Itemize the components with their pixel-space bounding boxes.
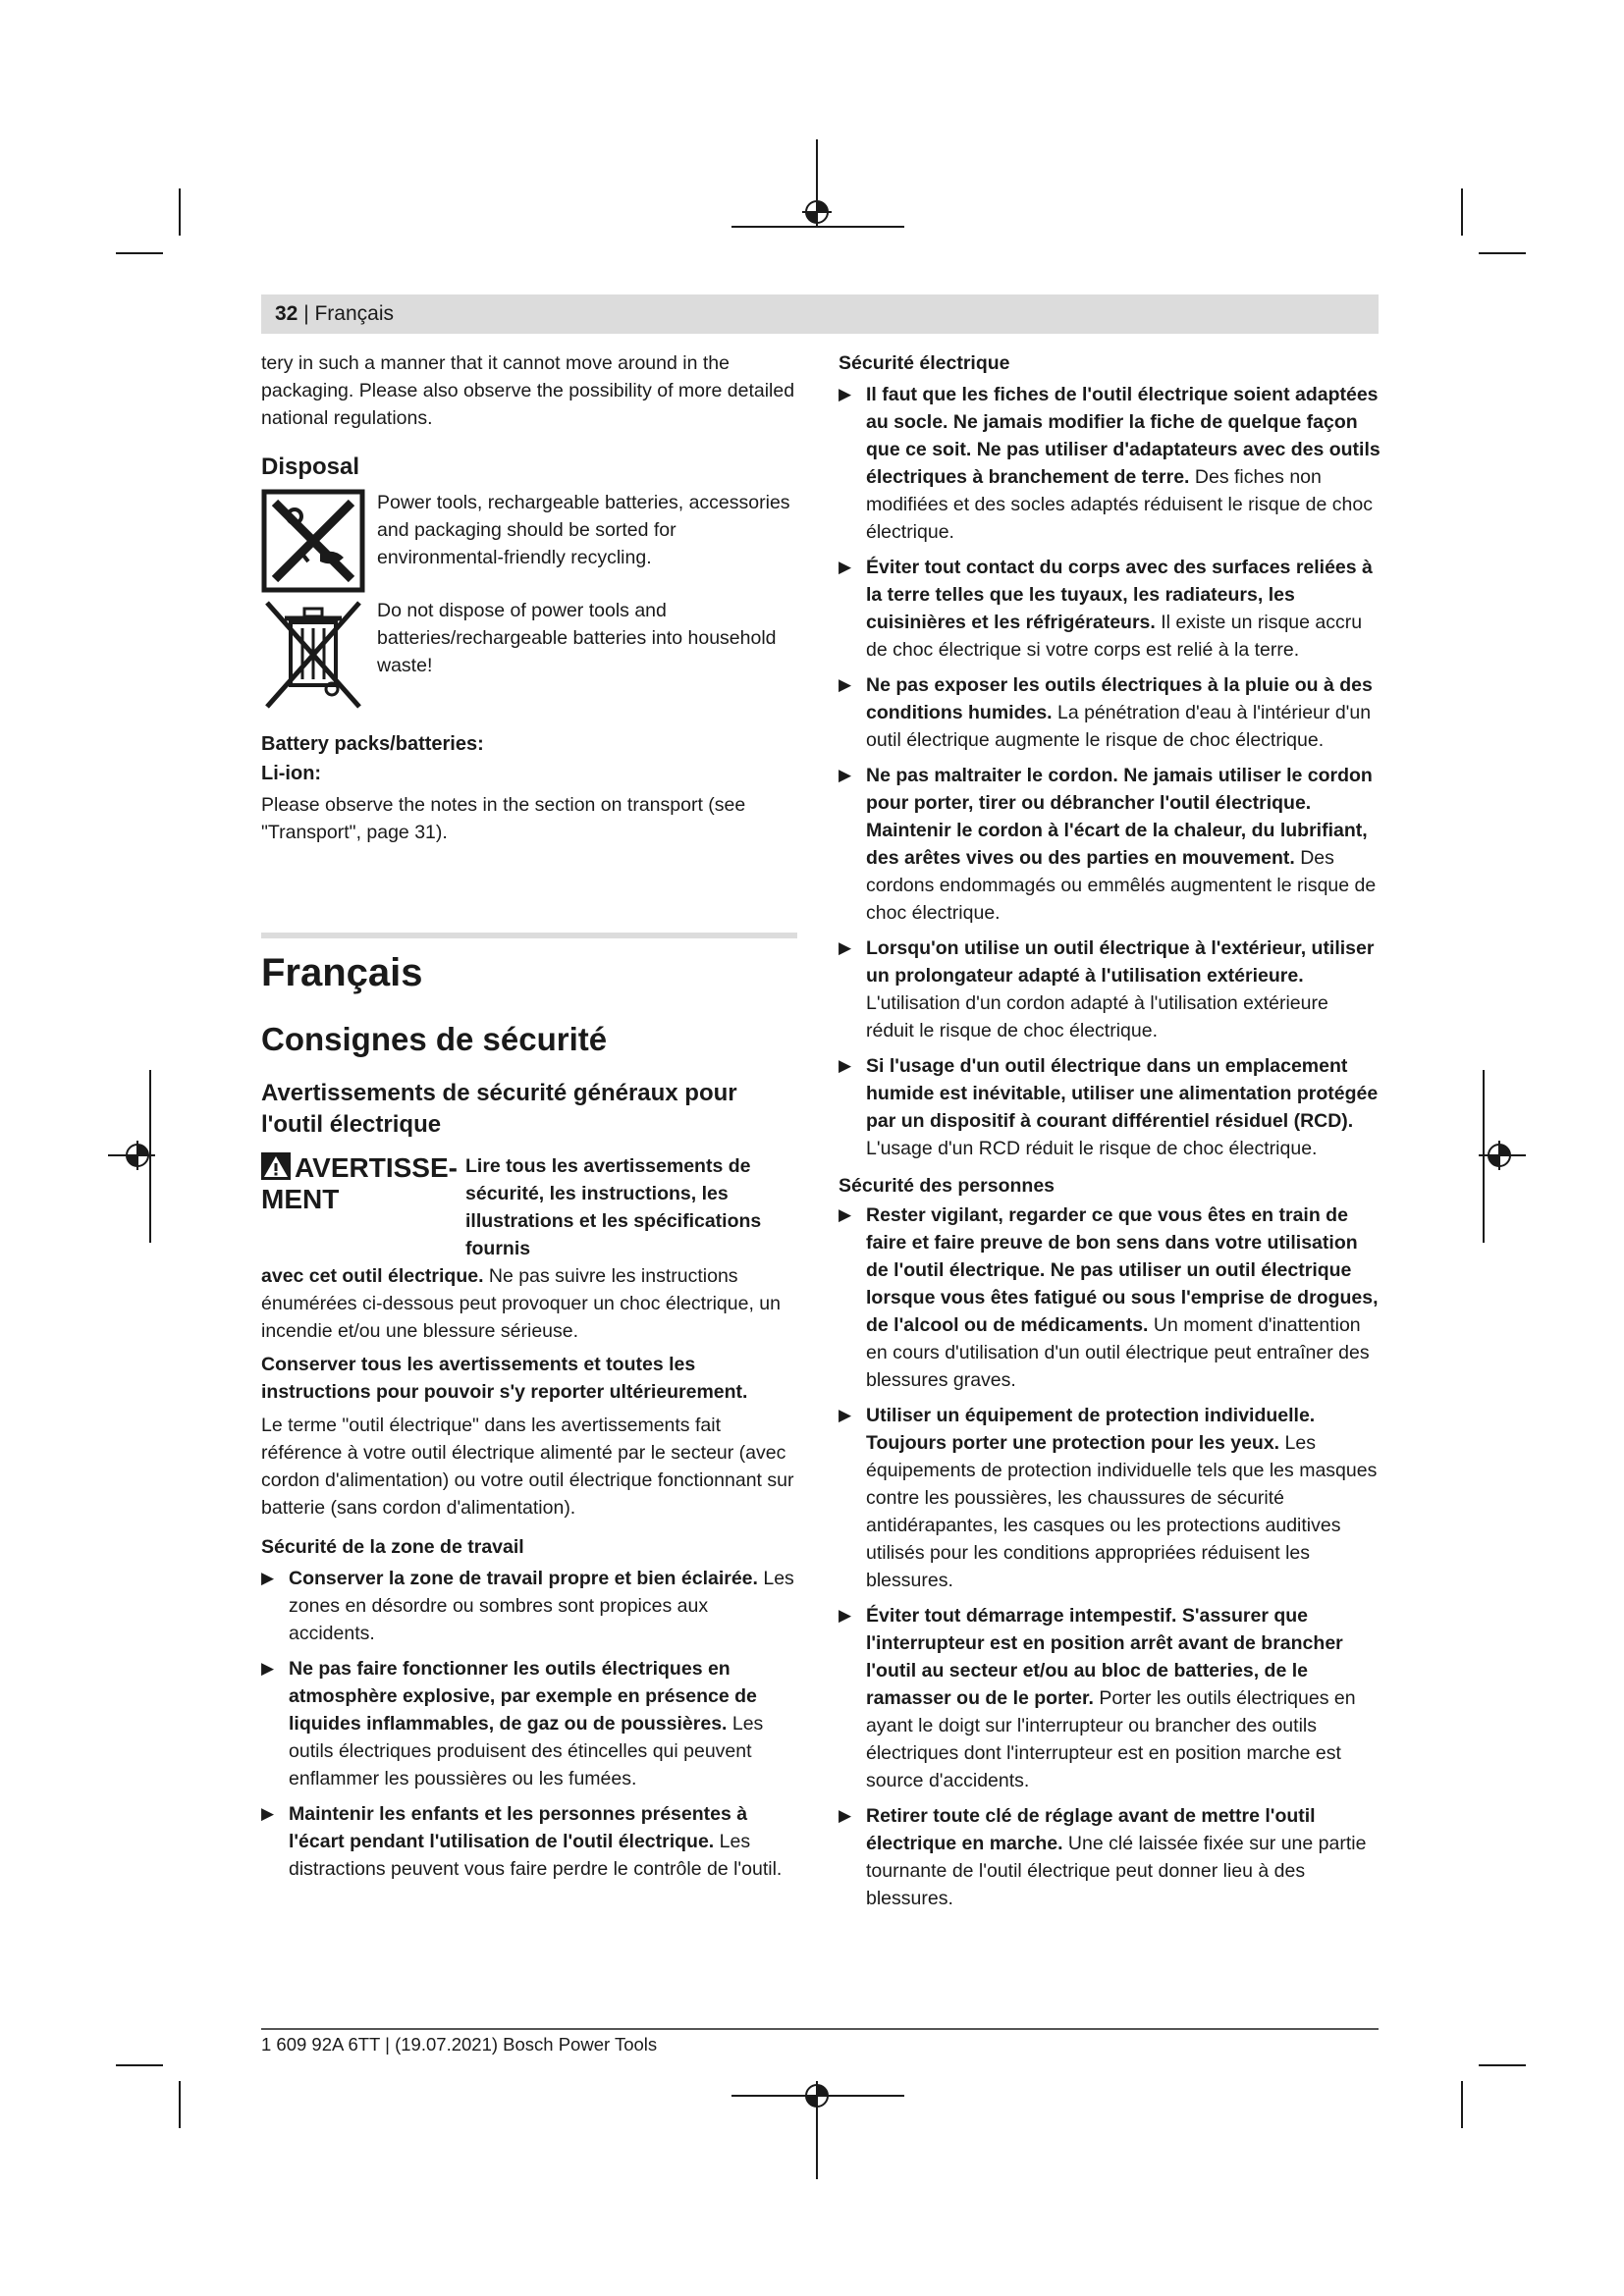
warning-continuation: avec cet outil électrique. Ne pas suivre les instructions énumérées ci-dessous peut provoquer un choc électrique, un incendie et/ou une blessure sérieuse. xyxy=(261,1265,781,1342)
warning-bold-text: Lire tous les avertissements de sécurité, les instructions, les illustrations et les spécifications fournis xyxy=(465,1155,762,1259)
crop-mark xyxy=(1479,252,1526,254)
crop-mark xyxy=(1461,188,1463,236)
bullet-arrow-icon: ▶ xyxy=(839,1806,852,1825)
bullet-arrow-icon: ▶ xyxy=(839,1205,852,1224)
bullet-arrow-icon: ▶ xyxy=(839,558,852,576)
list-item: ▶ Ne pas faire fonctionner les outils électriques en atmosphère explosive, par exemple en présence de liquides inflammables, de gaz ou de poussières. Les outils électriques produisent des étincelles qui peuvent enflammer les poussières ou les fumées. xyxy=(261,1655,797,1792)
avertissements-heading: Avertissements de sécurité généraux pour l'outil électrique xyxy=(261,1080,737,1138)
page-number: 32 | Français xyxy=(275,302,395,325)
disposal-text-2: Do not dispose of power tools and batteries/rechargeable batteries into household waste! xyxy=(377,600,777,676)
warning-block xyxy=(261,1152,797,1262)
crop-mark xyxy=(179,188,181,236)
zone-heading: Sécurité de la zone de travail xyxy=(261,1536,524,1558)
consignes-title: Consignes de sécurité xyxy=(261,1021,608,1057)
registration-mark-icon xyxy=(802,197,832,227)
left-column xyxy=(261,349,797,1883)
elec-heading: Sécurité électrique xyxy=(839,352,1010,374)
right-column xyxy=(839,349,1380,1912)
footer-rule xyxy=(261,2028,1379,2030)
zone-list xyxy=(261,1565,797,1883)
pers-list xyxy=(839,1201,1380,1912)
header-language: Français xyxy=(314,302,395,325)
list-item: ▶ Utiliser un équipement de protection individuelle. Toujours porter une protection pour les yeux. Les équipements de protection individuelle tels que les masques contre les poussières, les chaussures de sécurité antidérapantes, les casques ou les protections auditives utilisés pour les conditions appropriées réduisent les blessures. xyxy=(839,1402,1380,1594)
battery-heading: Battery packs/batteries: xyxy=(261,733,484,755)
intro-text: tery in such a manner that it cannot move around in the packaging. Please also observe the possibility of more detailed national regulations. xyxy=(261,352,795,429)
crop-mark xyxy=(116,2064,163,2066)
crossed-bin-icon xyxy=(261,597,365,715)
list-item: ▶ Lorsqu'on utilise un outil électrique à l'extérieur, utiliser un prolongateur adapté à l'utilisation extérieure. L'utilisation d'un cordon adapté à l'utilisation extérieure réduit le risque de choc électrique. xyxy=(839,934,1380,1044)
list-item: ▶ Conserver la zone de travail propre et bien éclairée. Les zones en désordre ou sombres sont propices aux accidents. xyxy=(261,1565,797,1647)
crop-mark xyxy=(179,2081,181,2128)
battery-text: Please observe the notes in the section on transport (see "Transport", page 31). xyxy=(261,794,746,843)
registration-mark-icon xyxy=(1485,1141,1514,1170)
elec-list xyxy=(839,381,1380,1162)
page-header xyxy=(261,294,1379,334)
list-item: ▶ Éviter tout démarrage intempestif. S'assurer que l'interrupteur est en position arrêt avant de brancher l'outil au secteur et/ou au bloc de batteries, de le ramasser ou de le porter. Porter les outils électriques en ayant le doigt sur l'interrupteur ou brancher des outils électriques dont l'interrupteur est en position marche est source d'accidents. xyxy=(839,1602,1380,1794)
bullet-arrow-icon: ▶ xyxy=(839,385,852,403)
list-item: ▶ Éviter tout contact du corps avec des surfaces reliées à la terre telles que les tuyaux, les radiateurs, les cuisinières et les réfrigérateurs. Il existe un risque accru de choc électrique si votre corps est relié à la terre. xyxy=(839,554,1380,664)
bullet-arrow-icon: ▶ xyxy=(261,1804,275,1823)
francais-title: Français xyxy=(261,951,423,994)
disposal-text-1: Power tools, rechargeable batteries, accessories and packaging should be sorted for environmental-friendly recycling. xyxy=(377,492,790,568)
disposal-row-2 xyxy=(261,597,797,715)
conserver-text: Conserver tous les avertissements et toutes les instructions pour pouvoir s'y reporter ultérieurement. xyxy=(261,1354,748,1403)
footer-text: 1 609 92A 6TT | (19.07.2021) Bosch Power Tools xyxy=(261,2034,658,2055)
bullet-arrow-icon: ▶ xyxy=(839,675,852,694)
list-item: ▶ Ne pas exposer les outils électriques à la pluie ou à des conditions humides. La pénétration d'eau à l'intérieur d'un outil électrique augmente le risque de choc électrique. xyxy=(839,671,1380,754)
battery-subheading: Li-ion: xyxy=(261,763,322,784)
bullet-arrow-icon: ▶ xyxy=(839,1056,852,1075)
crop-mark xyxy=(116,252,163,254)
list-item: ▶ Si l'usage d'un outil électrique dans un emplacement humide est inévitable, utiliser une alimentation protégée par un dispositif à courant différentiel résiduel (RCD). L'usage d'un RCD réduit le risque de choc électrique. xyxy=(839,1052,1380,1162)
terme-text: Le terme "outil électrique" dans les avertissements fait référence à votre outil électrique alimenté par le secteur (avec cordon d'alimentation) ou votre outil électrique fonctionnant sur batterie (sans cordon d'alimentation). xyxy=(261,1415,794,1519)
section-rule xyxy=(261,933,797,938)
list-item: ▶ Ne pas maltraiter le cordon. Ne jamais utiliser le cordon pour porter, tirer ou débrancher l'outil électrique. Maintenir le cordon à l'écart de la chaleur, du lubrifiant, des arêtes vives ou des parties en mouvement. Des cordons endommagés ou emmêlés augmentent le risque de choc électrique. xyxy=(839,762,1380,927)
warning-triangle-icon xyxy=(261,1152,291,1180)
list-item: ▶ Retirer toute clé de réglage avant de mettre l'outil électrique en marche. Une clé laissée fixée sur une partie tournante de l'outil électrique peut donner lieu à des blessures. xyxy=(839,1802,1380,1912)
registration-mark-icon xyxy=(802,2081,832,2110)
disposal-row-1 xyxy=(261,489,797,593)
bullet-arrow-icon: ▶ xyxy=(839,938,852,957)
list-item: ▶ Maintenir les enfants et les personnes présentes à l'écart pendant l'utilisation de l'outil électrique. Les distractions peuvent vous faire perdre le contrôle de l'outil. xyxy=(261,1800,797,1883)
list-item: ▶ Il faut que les fiches de l'outil électrique soient adaptées au socle. Ne jamais modifier la fiche de quelque façon que ce soit. Ne pas utiliser d'adaptateurs avec des outils électriques à branchement de terre. Des fiches non modifiées et des socles adaptés réduisent le risque de choc électrique. xyxy=(839,381,1380,546)
crop-mark xyxy=(1479,2064,1526,2066)
crop-mark xyxy=(1461,2081,1463,2128)
bullet-arrow-icon: ▶ xyxy=(261,1569,275,1587)
bullet-arrow-icon: ▶ xyxy=(261,1659,275,1678)
warning-label: AVERTISSE- MENT xyxy=(261,1152,458,1214)
registration-mark-icon xyxy=(123,1141,152,1170)
bullet-arrow-icon: ▶ xyxy=(839,766,852,784)
bullet-arrow-icon: ▶ xyxy=(839,1606,852,1625)
list-item: ▶ Rester vigilant, regarder ce que vous êtes en train de faire et faire preuve de bon sens dans votre utilisation de l'outil électrique. Ne pas utiliser un outil électrique lorsque vous êtes fatigué ou sous l'emprise de drogues, de l'alcool ou de médicaments. Un moment d'inattention en cours d'utilisation d'un outil électrique peut entraîner des blessures graves. xyxy=(839,1201,1380,1394)
pers-heading: Sécurité des personnes xyxy=(839,1175,1056,1197)
disposal-heading: Disposal xyxy=(261,454,360,480)
recycling-crossed-icon xyxy=(261,489,365,593)
bullet-arrow-icon: ▶ xyxy=(839,1406,852,1424)
